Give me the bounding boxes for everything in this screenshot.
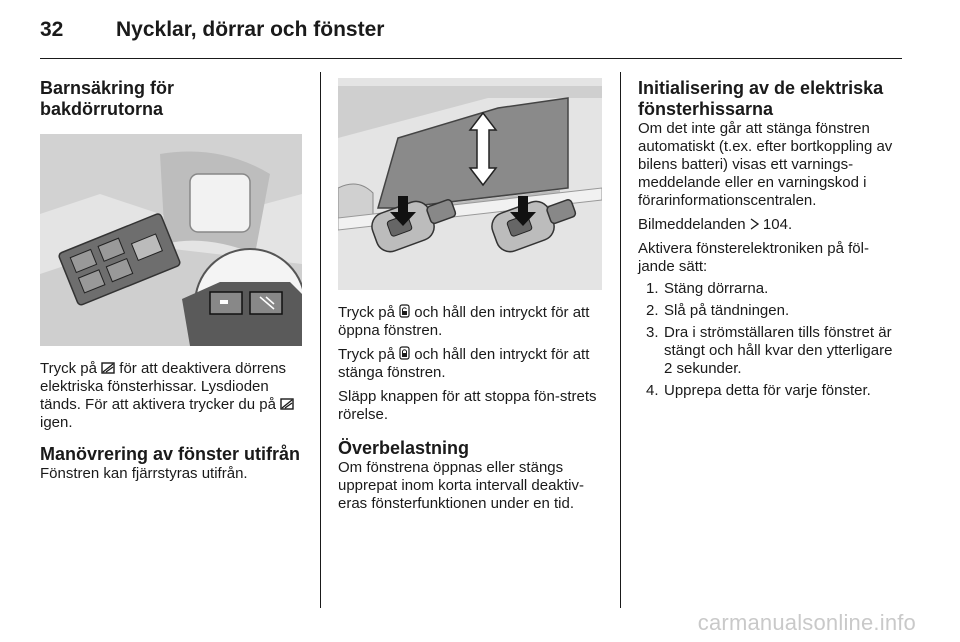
column-divider-2: [620, 72, 621, 608]
list-item: 1. Stäng dörrarna.: [646, 280, 769, 297]
list-item: 3. Dra i strömställaren tills fönstret är stängt och håll kvar den ytterligare 2 sekunder.: [646, 324, 893, 377]
initialisation-paragraph: Om det inte går att stänga fönstren automatiskt (t.ex. efter bortkoppling av bilens batteri) visas ett varnings-meddelande eller en varningskod i förarinformationscentralen.: [638, 120, 893, 209]
column-right: [638, 72, 904, 400]
column-left: [40, 72, 302, 483]
child-lock-window-icon: [101, 362, 115, 376]
activate-intro: Aktivera fönsterelektroniken på föl-jande sätt:: [638, 240, 869, 275]
remote-window-illustration: [338, 78, 602, 290]
column-divider-1: [320, 72, 321, 608]
stop-window-paragraph: Släpp knappen för att stoppa fön-strets rörelse.: [338, 388, 597, 423]
figure-door-switch-panel: [40, 134, 302, 346]
header-rule: [40, 58, 902, 59]
section-title-child-lock: Barnsäkring för bakdörrutorna: [40, 78, 175, 119]
figure-remote-window-control: [338, 78, 602, 290]
unlock-key-icon: [399, 304, 410, 320]
list-item: 4. Upprepa detta för varje fönster.: [646, 382, 871, 399]
section-title-remote-operation: Manövrering av fönster utifrån: [40, 444, 301, 464]
page-header: [40, 18, 902, 58]
door-switch-illustration: [40, 134, 302, 346]
page-number: 32: [40, 18, 64, 41]
activation-steps-list: [638, 280, 904, 400]
child-lock-window-icon: [280, 398, 294, 412]
column-middle: [338, 72, 602, 513]
remote-operation-paragraph: Fönstren kan fjärrstyras utifrån.: [40, 465, 248, 482]
watermark: carmanualsonline.info: [697, 610, 916, 635]
list-item: 2. Slå på tändningen.: [646, 302, 790, 319]
lock-key-icon: [399, 346, 410, 362]
reference-line: Bilmeddelanden 104.: [638, 216, 793, 233]
section-title-initialisation: Initialisering av de elektriska fönsterhissarna: [638, 78, 884, 119]
close-window-paragraph: Tryck på och håll den intryckt för att stänga fönstren.: [338, 346, 590, 381]
chapter-title: Nycklar, dörrar och fönster: [116, 18, 385, 41]
open-window-paragraph: Tryck på och håll den intryckt för att öppna fönstren.: [338, 304, 590, 339]
child-lock-paragraph: Tryck på för att deaktivera dörrens elektriska fönsterhissar. Lysdioden tänds. För att aktivera trycker du på igen.: [40, 360, 302, 432]
overload-paragraph: Om fönstrena öppnas eller stängs upprepat inom korta intervall deaktiv-eras fönsterfunktionen under en tid.: [338, 459, 584, 512]
page-reference-arrow-icon: [750, 218, 759, 232]
section-title-overload: Överbelastning: [338, 438, 470, 458]
